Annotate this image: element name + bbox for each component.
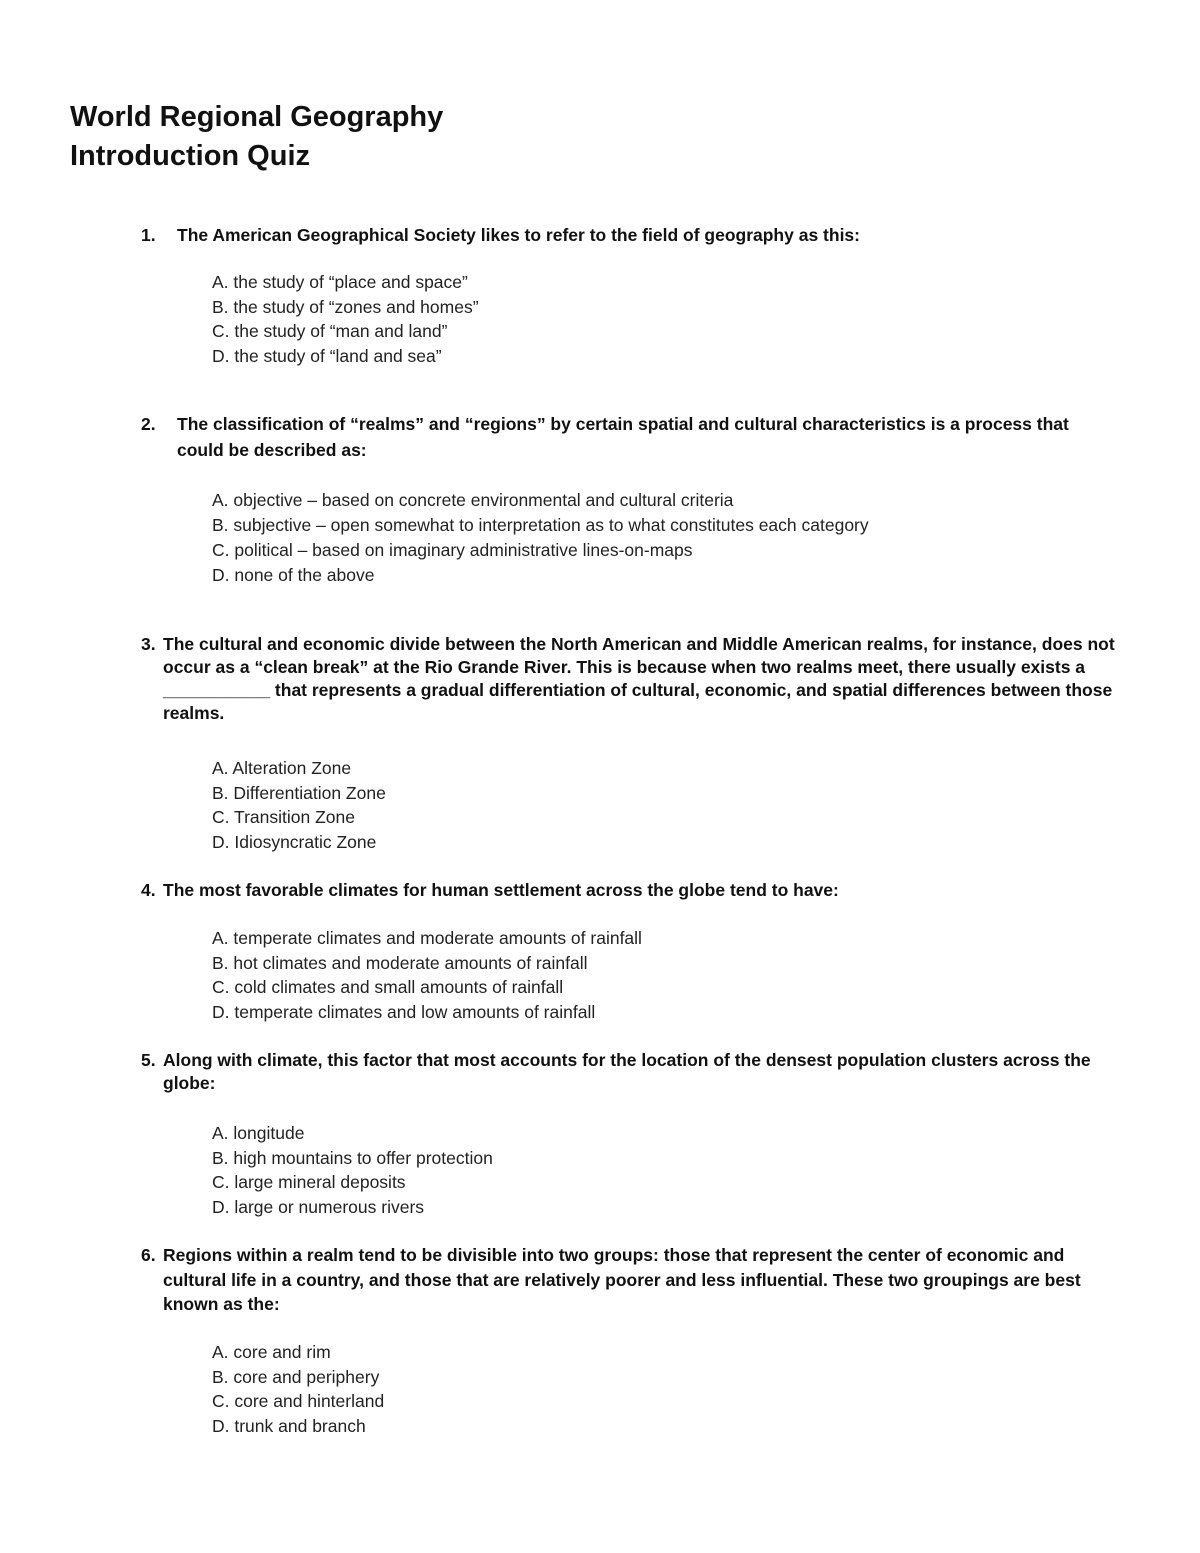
question-4-options (212, 926, 642, 1024)
title-line-2: Introduction Quiz (70, 140, 311, 172)
answer-option: A. the study of “place and space” (212, 272, 468, 292)
question-5 (141, 1049, 1121, 1095)
answer-option: C. political – based on imaginary administrative lines-on-maps (212, 540, 693, 560)
question-text: Along with climate, this factor that most accounts for the location of the densest population clusters across the globe: (163, 1050, 1091, 1093)
answer-option: C. large mineral deposits (212, 1172, 406, 1192)
question-4 (141, 879, 1141, 902)
question-text: The American Geographical Society likes to refer to the field of geography as this: (177, 225, 860, 245)
question-text: The cultural and economic divide between the North American and Middle American realms, for instance, does not occur as a “clean break” at the Rio Grande River. This is because when two realms meet, there usually exists a ___________ that represents a gradual differentiation of cultural, economic, and spatial differences between those realms. (163, 634, 1115, 723)
question-3-options (212, 756, 386, 854)
question-2 (141, 411, 1071, 463)
question-text: Regions within a realm tend to be divisible into two groups: those that represent the center of economic and cultural life in a country, and those that are relatively poorer and less influential. These two groupings are best known as the: (163, 1245, 1081, 1314)
answer-option: C. the study of “man and land” (212, 321, 448, 341)
question-number: 3. (141, 634, 156, 654)
answer-option: A. core and rim (212, 1342, 331, 1362)
question-number: 4. (141, 880, 156, 900)
document-title (70, 98, 443, 176)
question-number: 6. (141, 1245, 156, 1265)
answer-option: D. trunk and branch (212, 1415, 366, 1436)
answer-option: B. Differentiation Zone (212, 782, 386, 803)
answer-option: A. Alteration Zone (212, 758, 352, 778)
answer-option: B. core and periphery (212, 1366, 380, 1387)
question-text: The classification of “realms” and “regions” by certain spatial and cultural characteristics is a process that could be described as: (177, 414, 1069, 460)
question-number: 1. (141, 225, 156, 245)
question-3 (141, 633, 1141, 725)
question-1-options (212, 270, 479, 368)
answer-option: C. cold climates and small amounts of rainfall (212, 977, 564, 997)
question-6 (141, 1243, 1081, 1317)
answer-option: B. subjective – open somewhat to interpretation as to what constitutes each category (212, 515, 869, 535)
answer-option: D. the study of “land and sea” (212, 345, 442, 366)
question-1 (141, 224, 1141, 247)
answer-option: B. high mountains to offer protection (212, 1147, 493, 1168)
answer-option: C. Transition Zone (212, 807, 355, 827)
answer-option: A. temperate climates and moderate amounts of rainfall (212, 928, 642, 948)
question-5-options (212, 1121, 493, 1219)
answer-option: D. large or numerous rivers (212, 1196, 425, 1217)
question-2-options (212, 488, 869, 588)
answer-option: A. longitude (212, 1123, 305, 1143)
question-number: 5. (141, 1050, 156, 1070)
question-number: 2. (141, 414, 156, 434)
answer-option: D. temperate climates and low amounts of rainfall (212, 1001, 596, 1022)
title-line-1: World Regional Geography (70, 101, 444, 133)
answer-option: C. core and hinterland (212, 1391, 385, 1411)
answer-option: A. objective – based on concrete environmental and cultural criteria (212, 490, 734, 510)
question-text: The most favorable climates for human settlement across the globe tend to have: (163, 880, 839, 900)
question-6-options (212, 1340, 384, 1438)
answer-option: B. hot climates and moderate amounts of rainfall (212, 952, 588, 973)
answer-option: D. none of the above (212, 565, 375, 585)
answer-option: D. Idiosyncratic Zone (212, 831, 377, 852)
answer-option: B. the study of “zones and homes” (212, 296, 479, 317)
